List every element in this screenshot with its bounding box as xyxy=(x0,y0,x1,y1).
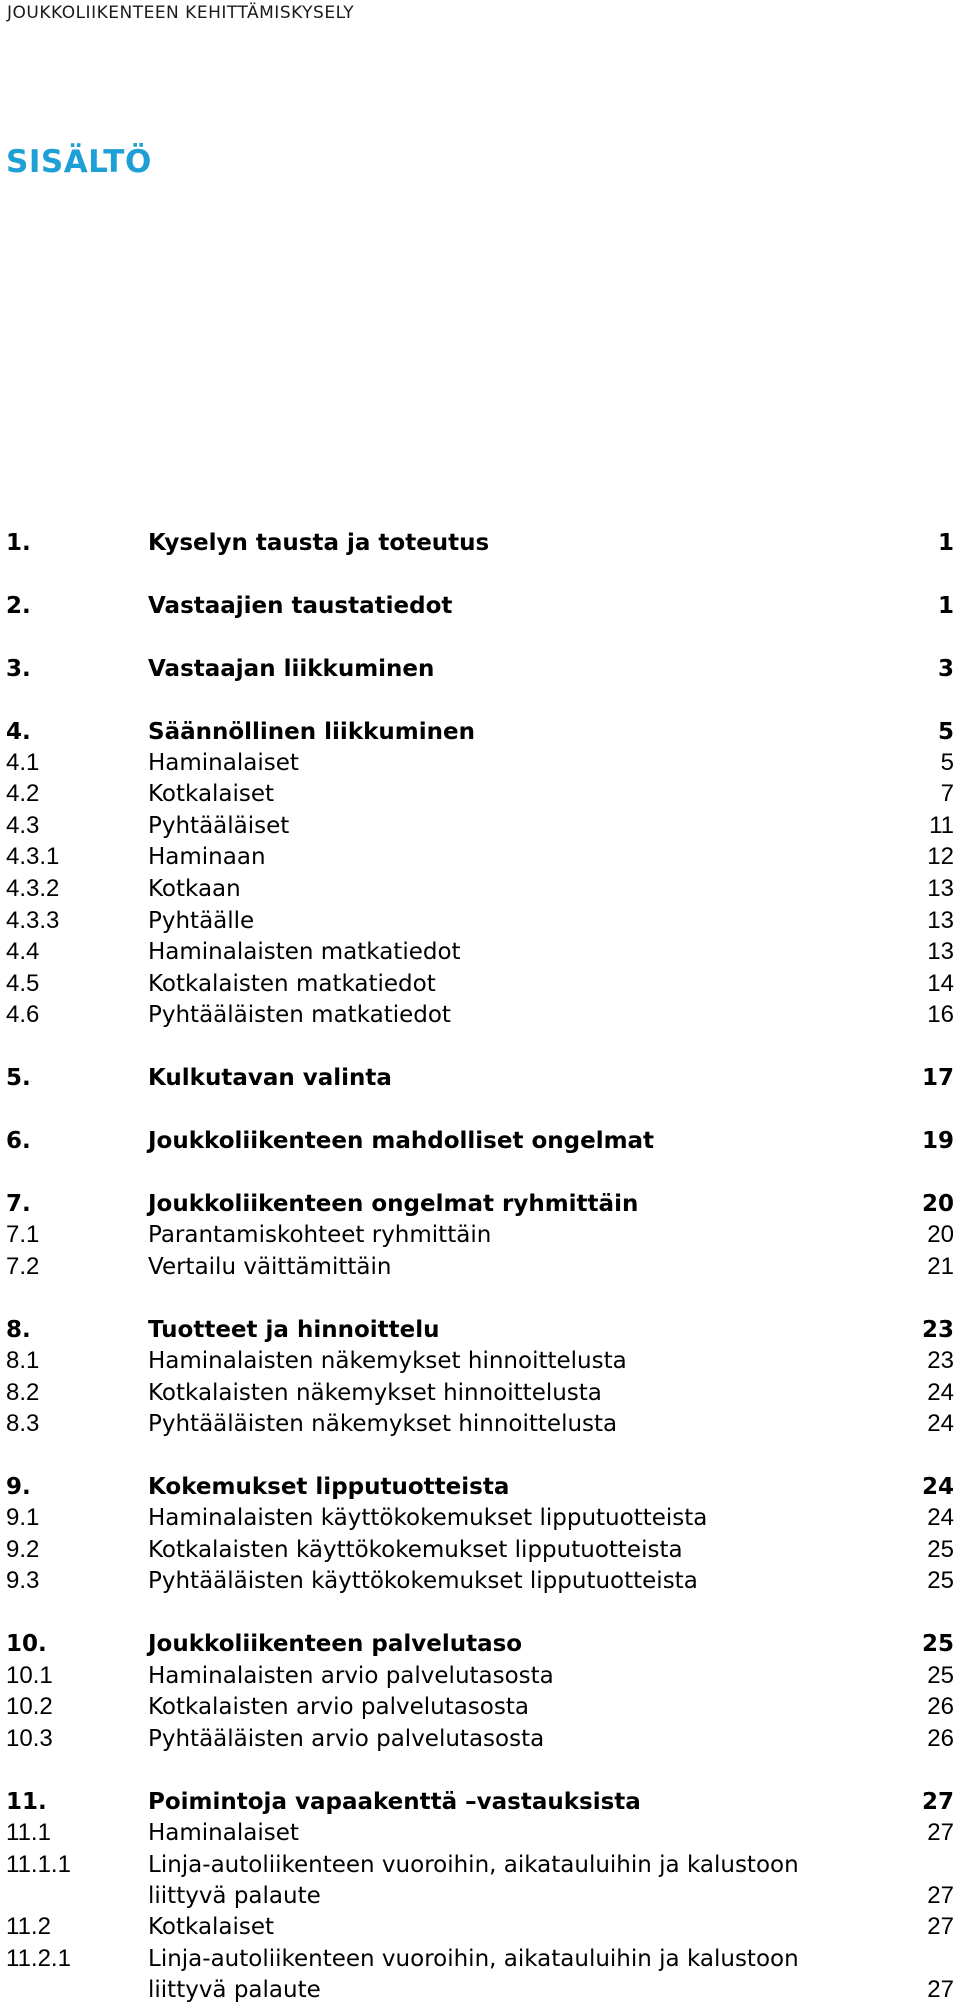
toc-entry xyxy=(6,1409,954,1439)
toc-entry-page: 25 xyxy=(927,1662,954,1689)
toc-entry-number: 8.1 xyxy=(6,1347,40,1374)
toc-entry-number: 10.2 xyxy=(6,1693,53,1720)
toc-entry-number: 1. xyxy=(6,530,31,556)
toc-entry-number: 8. xyxy=(6,1317,31,1343)
toc-entry-label: Pyhtääläisten matkatiedot xyxy=(148,1002,451,1028)
toc-entry xyxy=(6,1629,954,1659)
toc-entry xyxy=(6,528,954,558)
toc-entry-number: 11. xyxy=(6,1789,47,1815)
toc-entry-page: 26 xyxy=(927,1693,954,1720)
toc-entry-label: Haminaan xyxy=(148,844,266,870)
toc-entry-number: 11.1.1 xyxy=(6,1851,71,1878)
toc-entry xyxy=(6,1472,954,1502)
toc-entry xyxy=(6,1346,954,1376)
toc-entry xyxy=(6,1252,954,1282)
toc-entry-number: 4.3 xyxy=(6,812,40,839)
toc-entry-number: 8.2 xyxy=(6,1379,40,1406)
toc-entry-label: Haminalaiset xyxy=(148,1820,299,1846)
toc-entry-page: 23 xyxy=(921,1317,954,1343)
toc-entry xyxy=(6,717,954,747)
toc-entry-page: 27 xyxy=(927,1882,954,1909)
toc-entry-number: 4.3.1 xyxy=(6,843,60,870)
toc-entry-number: 11.1 xyxy=(6,1819,51,1846)
toc-entry-number: 4.4 xyxy=(6,938,40,965)
toc-entry-label: Linja-autoliikenteen vuoroihin, aikatauluihin ja kalustoon liittyvä palaute xyxy=(148,1946,799,2003)
toc-entry-page: 25 xyxy=(927,1536,954,1563)
toc-entry-number: 4.6 xyxy=(6,1001,40,1028)
toc-entry-label: Linja-autoliikenteen vuoroihin, aikatauluihin ja kalustoon liittyvä palaute xyxy=(148,1852,799,1909)
toc-entry xyxy=(6,1850,954,1912)
toc-entry-label: Kotkalaisten näkemykset hinnoittelusta xyxy=(148,1380,602,1406)
toc-entry-number: 4.3.2 xyxy=(6,875,60,902)
toc-entry-page: 24 xyxy=(927,1504,954,1531)
toc-entry-page: 24 xyxy=(921,1474,954,1500)
toc-entry-label: Poimintoja vapaakenttä –vastauksista xyxy=(148,1789,641,1815)
toc-entry xyxy=(6,1000,954,1030)
toc-entry xyxy=(6,1787,954,1817)
toc-entry-label: Kulkutavan valinta xyxy=(148,1065,392,1091)
toc-entry-label: Joukkoliikenteen palvelutaso xyxy=(148,1631,523,1657)
toc-entry xyxy=(6,1535,954,1565)
toc-entry-label: Kotkalaiset xyxy=(148,781,275,807)
toc-entry-page: 12 xyxy=(927,843,954,870)
toc-entry xyxy=(6,1692,954,1722)
toc-entry-label: Pyhtäälle xyxy=(148,908,255,934)
toc-entry-label: Kotkalaisten käyttökokemukset lipputuotteista xyxy=(148,1537,683,1563)
toc-entry-number: 5. xyxy=(6,1065,31,1091)
toc-entry xyxy=(6,654,954,684)
toc-entry xyxy=(6,1063,954,1093)
toc-entry xyxy=(6,1912,954,1942)
toc-entry xyxy=(6,779,954,809)
toc-entry-label: Vastaajan liikkuminen xyxy=(148,656,435,682)
toc-entry-number: 7.2 xyxy=(6,1253,40,1280)
toc-entry-page: 20 xyxy=(921,1191,954,1217)
toc-entry-page: 13 xyxy=(927,938,954,965)
toc-entry-label: Haminalaisten arvio palvelutasosta xyxy=(148,1663,554,1689)
toc-entry-number: 10.3 xyxy=(6,1725,53,1752)
toc-entry-number: 4.1 xyxy=(6,749,40,776)
toc-entry xyxy=(6,748,954,778)
toc-entry-page: 11 xyxy=(929,812,954,839)
toc-entry-label: Haminalaisten näkemykset hinnoittelusta xyxy=(148,1348,627,1374)
toc-entry-label: Pyhtääläisten näkemykset hinnoittelusta xyxy=(148,1411,618,1437)
toc-entry-label: Haminalaisten käyttökokemukset lipputuotteista xyxy=(148,1505,708,1531)
toc-entry-label: Tuotteet ja hinnoittelu xyxy=(148,1317,440,1343)
toc-entry-page: 17 xyxy=(921,1065,954,1091)
toc-entry-number: 4. xyxy=(6,719,31,745)
toc-entry xyxy=(6,1189,954,1219)
toc-entry-page: 1 xyxy=(937,530,954,556)
toc-entry-page: 24 xyxy=(927,1410,954,1437)
toc-entry-page: 23 xyxy=(927,1347,954,1374)
toc-entry-label: Kotkalaisten matkatiedot xyxy=(148,971,436,997)
toc-entry-page: 19 xyxy=(921,1128,954,1154)
toc-entry-label: Pyhtääläiset xyxy=(148,813,290,839)
toc-entry-label: Pyhtääläisten arvio palvelutasosta xyxy=(148,1726,545,1752)
toc-entry-number: 4.5 xyxy=(6,970,40,997)
toc-entry-page: 1 xyxy=(937,593,954,619)
toc-entry-number: 10. xyxy=(6,1631,47,1657)
toc-entry-number: 9.1 xyxy=(6,1504,40,1531)
toc-entry-page: 25 xyxy=(921,1631,954,1657)
toc-entry xyxy=(6,1126,954,1156)
toc-entry-number: 9. xyxy=(6,1474,31,1500)
toc-entry xyxy=(6,1315,954,1345)
toc-entry-number: 11.2.1 xyxy=(6,1945,71,1972)
toc-entry-page: 21 xyxy=(927,1253,954,1280)
toc-entry-label: Vertailu väittämittäin xyxy=(148,1254,392,1280)
toc-entry-label: Kotkaan xyxy=(148,876,241,902)
toc-entry-page: 13 xyxy=(927,875,954,902)
toc-entry-page: 27 xyxy=(921,1789,954,1815)
toc-entry-number: 11.2 xyxy=(6,1913,51,1940)
toc-entry xyxy=(6,811,954,841)
toc-entry-number: 10.1 xyxy=(6,1662,53,1689)
toc-entry-label: Haminalaisten matkatiedot xyxy=(148,939,461,965)
toc-entry-number: 3. xyxy=(6,656,31,682)
toc-entry-page: 14 xyxy=(927,970,954,997)
toc-entry-page: 13 xyxy=(927,907,954,934)
toc-entry-number: 7. xyxy=(6,1191,31,1217)
toc-entry-page: 7 xyxy=(940,780,954,807)
toc-entry-number: 2. xyxy=(6,593,31,619)
document-header: JOUKKOLIIKENTEEN KEHITTÄMISKYSELY xyxy=(7,3,355,23)
toc-entry-page: 24 xyxy=(927,1379,954,1406)
toc-entry-number: 4.2 xyxy=(6,780,40,807)
toc-entry-label: Pyhtääläisten käyttökokemukset lipputuotteista xyxy=(148,1568,698,1594)
toc-entry-page: 5 xyxy=(937,719,954,745)
toc-entry xyxy=(6,842,954,872)
toc-entry xyxy=(6,1220,954,1250)
toc-entry-page: 5 xyxy=(940,749,954,776)
toc-entry-page: 3 xyxy=(937,656,954,682)
toc-entry-page: 16 xyxy=(927,1001,954,1028)
toc-entry-label: Säännöllinen liikkuminen xyxy=(148,719,475,745)
toc-entry-page: 27 xyxy=(927,1976,954,2003)
toc-entry xyxy=(6,1503,954,1533)
toc-entry-label: Kokemukset lipputuotteista xyxy=(148,1474,510,1500)
toc-entry-label: Vastaajien taustatiedot xyxy=(148,593,453,619)
toc-entry xyxy=(6,1566,954,1596)
toc-entry-label: Kyselyn tausta ja toteutus xyxy=(148,530,490,556)
toc-entry xyxy=(6,1724,954,1754)
toc-entry-label: Haminalaiset xyxy=(148,750,299,776)
toc-entry-page: 20 xyxy=(927,1221,954,1248)
toc-entry xyxy=(6,874,954,904)
toc-entry-page: 25 xyxy=(927,1567,954,1594)
toc-entry-label: Kotkalaisten arvio palvelutasosta xyxy=(148,1694,529,1720)
toc-entry-page: 27 xyxy=(927,1819,954,1846)
toc-entry-page: 27 xyxy=(927,1913,954,1940)
toc-entry-number: 8.3 xyxy=(6,1410,40,1437)
toc-entry xyxy=(6,1378,954,1408)
page-title: SISÄLTÖ xyxy=(6,144,152,180)
toc-entry xyxy=(6,1944,954,2006)
toc-entry-label: Parantamiskohteet ryhmittäin xyxy=(148,1222,492,1248)
toc-entry-number: 9.3 xyxy=(6,1567,40,1594)
toc-entry-label: Joukkoliikenteen ongelmat ryhmittäin xyxy=(148,1191,639,1217)
toc-entry-number: 9.2 xyxy=(6,1536,40,1563)
toc-entry xyxy=(6,1661,954,1691)
toc-entry-page: 26 xyxy=(927,1725,954,1752)
toc-entry-label: Joukkoliikenteen mahdolliset ongelmat xyxy=(148,1128,655,1154)
toc-entry xyxy=(6,591,954,621)
toc-entry xyxy=(6,906,954,936)
toc-entry-number: 4.3.3 xyxy=(6,907,60,934)
toc-entry-number: 6. xyxy=(6,1128,31,1154)
toc-entry-number: 7.1 xyxy=(6,1221,40,1248)
toc-entry-label: Kotkalaiset xyxy=(148,1914,275,1940)
toc-entry xyxy=(6,937,954,967)
toc-entry xyxy=(6,1818,954,1848)
toc-entry xyxy=(6,969,954,999)
